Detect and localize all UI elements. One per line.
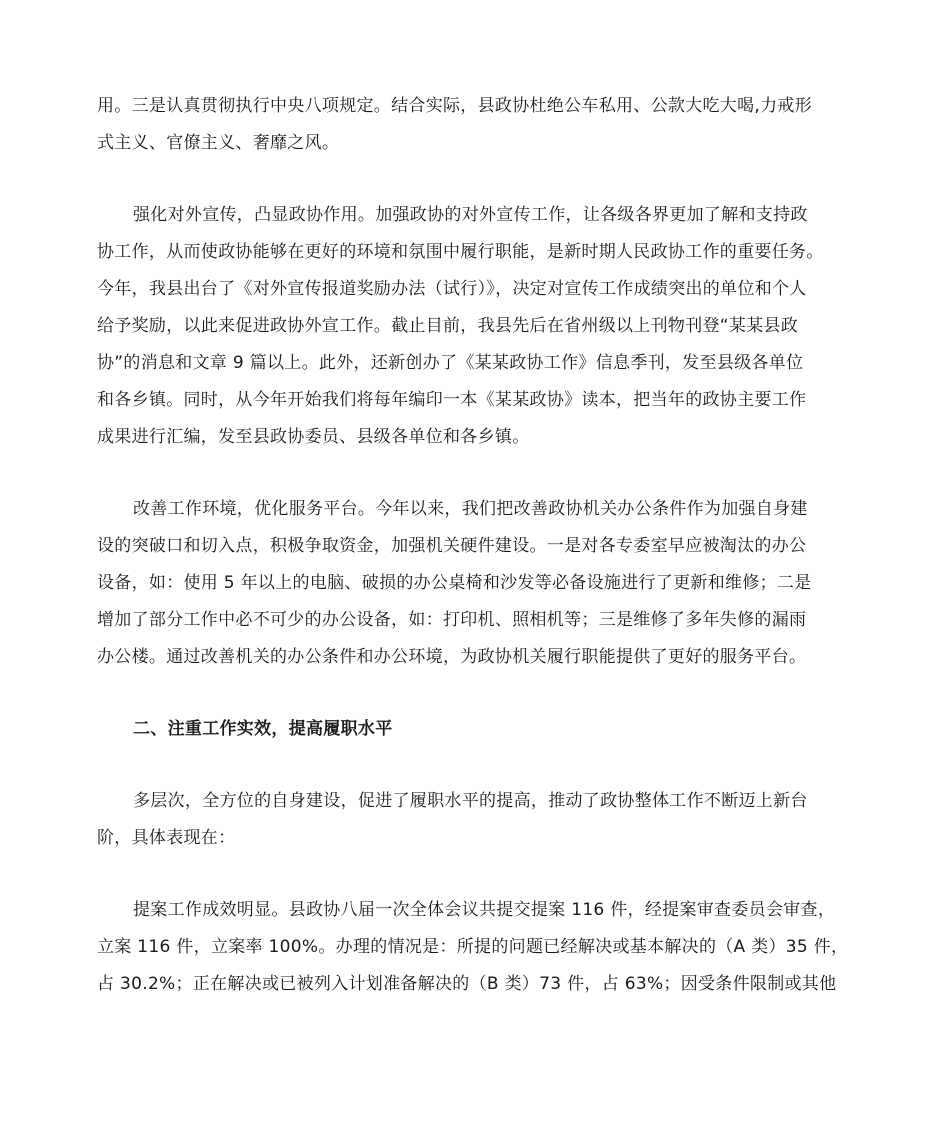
text-line: 阶，具体表现在： [97,828,236,848]
text-line: 协”的消息和文章 9 篇以上。此外，还新创办了《某某政协工作》信息季刊，发至县级各单位 [97,353,804,373]
text-line: 强化对外宣传，凸显政协作用。加强政协的对外宣传工作，让各级各界更加了解和支持政 [133,205,808,225]
text-line: 成果进行汇编，发至县政协委员、县级各单位和各乡镇。 [97,427,530,447]
text-line: 协工作，从而使政协能够在更好的环境和氛围中履行职能，是新时期人民政协工作的重要任务。 [97,242,824,262]
paragraph-3 [97,491,867,676]
section-heading: 二、注重工作实效，提高履职水平 [133,719,393,739]
text-line: 和各乡镇。同时，从今年开始我们将每年编印一本《某某政协》读本，把当年的政协主要工作 [97,390,807,410]
text-line: 设的突破口和切入点，积极争取资金，加强机关硬件建设。一是对各专委室早应被淘汰的办公 [97,536,807,556]
text-line: 今年，我县出台了《对外宣传报道奖励办法（试行）》，决定对宣传工作成绩突出的单位和个人 [97,279,807,299]
text-line: 占 30.2%；正在解决或已被列入计划准备解决的（B 类）73 件，占 63%；因受条件限制或其他 [97,974,837,994]
text-line: 给予奖励，以此来促进政协外宣工作。截止目前，我县先后在省州级以上刊物刊登“某某县政 [97,316,799,336]
document-page [97,88,867,1003]
text-line: 提案工作成效明显。县政协八届一次全体会议共提交提案 116 件，经提案审查委员会审查， [133,900,836,920]
paragraph-1 [97,88,867,162]
paragraph-2 [97,197,867,456]
text-line: 多层次，全方位的自身建设，促进了履职水平的提高，推动了政协整体工作不断迈上新台 [133,791,808,811]
text-line: 立案 116 件，立案率 100%。办理的情况是：所提的问题已经解决或基本解决的（A 类）35 件， [97,937,849,957]
text-line: 用。三是认真贯彻执行中央八项规定。结合实际，县政协杜绝公车私用、公款大吃大喝,力戒形 [97,96,813,116]
text-line: 设备，如：使用 5 年以上的电脑、破损的办公桌椅和沙发等必备设施进行了更新和维修；二是 [97,573,812,593]
text-line: 改善工作环境，优化服务平台。今年以来，我们把改善政协机关办公条件作为加强自身建 [133,499,808,519]
paragraph-4 [97,783,867,857]
text-line: 式主义、官僚主义、奢靡之风。 [97,133,340,153]
text-line: 增加了部分工作中必不可少的办公设备，如：打印机、照相机等；三是维修了多年失修的漏雨 [97,610,807,630]
paragraph-5 [97,892,867,1003]
text-line: 办公楼。通过改善机关的办公条件和办公环境，为政协机关履行职能提供了更好的服务平台。 [97,647,807,667]
